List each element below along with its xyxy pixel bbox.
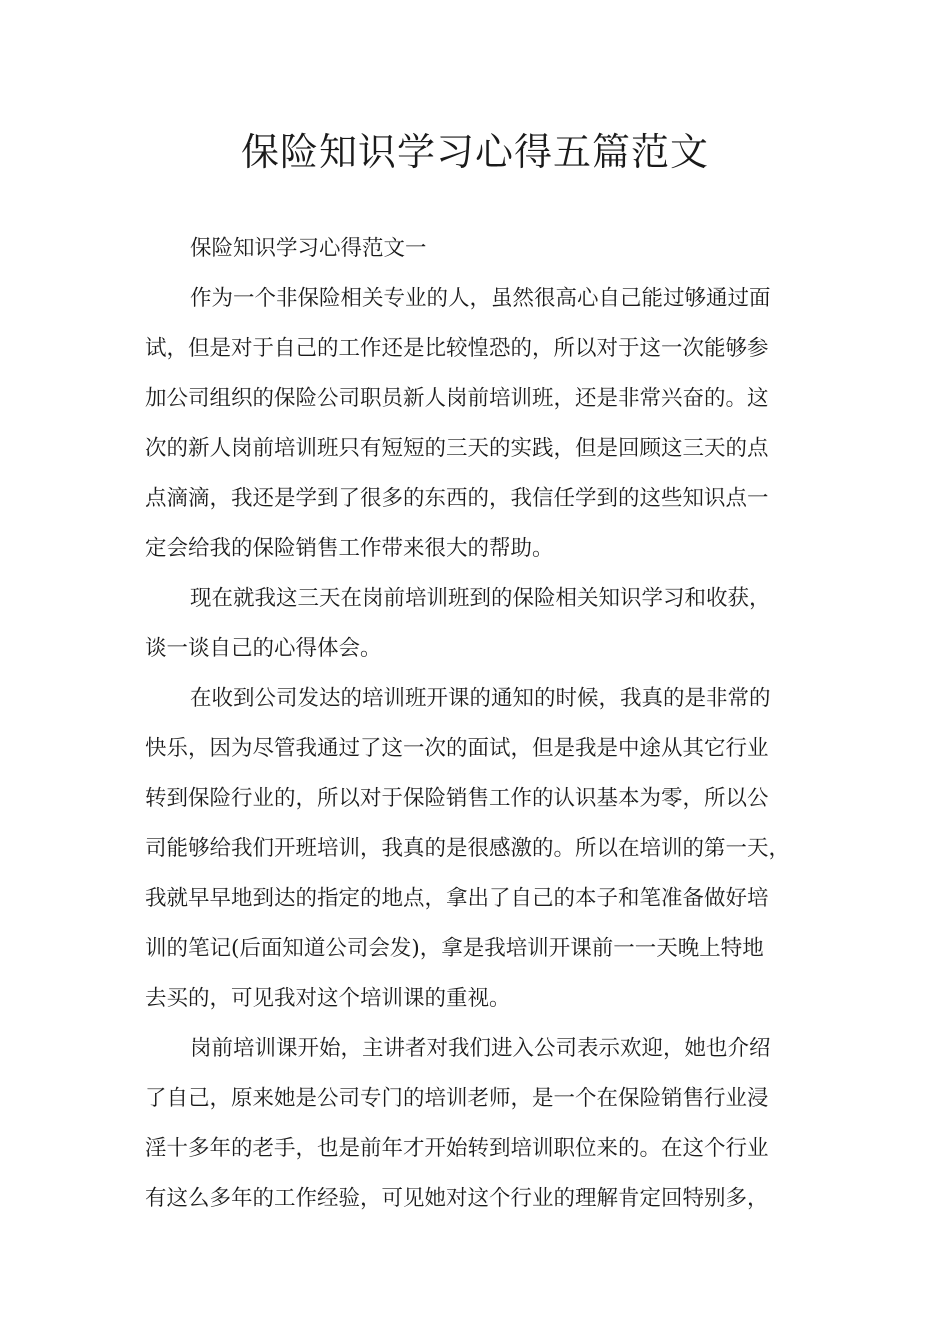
text-line: 去买的，可见我对这个培训课的重视。 bbox=[145, 986, 511, 1011]
text-line: 岗前培训课开始，主讲者对我们进入公司表示欢迎，她也介绍 bbox=[190, 1036, 771, 1061]
text-line: 现在就我这三天在岗前培训班到的保险相关知识学习和收获， bbox=[190, 586, 771, 611]
text-line: 司能够给我们开班培训，我真的是很感激的。所以在培训的第一天， bbox=[145, 836, 791, 861]
text-line: 了自己，原来她是公司专门的培训老师，是一个在保险销售行业浸 bbox=[145, 1086, 769, 1111]
text-line: 试，但是对于自己的工作还是比较惶恐的，所以对于这一次能够参 bbox=[145, 336, 769, 361]
text-line: 我就早早地到达的指定的地点，拿出了自己的本子和笔准备做好培 bbox=[145, 886, 769, 911]
document-title: 保险知识学习心得五篇范文 bbox=[240, 130, 709, 174]
text-line: 快乐，因为尽管我通过了这一次的面试，但是我是中途从其它行业 bbox=[145, 736, 769, 761]
text-line: 点滴滴，我还是学到了很多的东西的，我信任学到的这些知识点一 bbox=[145, 486, 769, 511]
document-body bbox=[145, 224, 810, 1224]
text-line: 淫十多年的老手，也是前年才开始转到培训职位来的。在这个行业 bbox=[145, 1136, 769, 1161]
text-line: 保险知识学习心得范文一 bbox=[190, 236, 427, 261]
text-line: 有这么多年的工作经验，可见她对这个行业的理解肯定回特别多， bbox=[145, 1186, 769, 1211]
text-line: 定会给我的保险销售工作带来很大的帮助。 bbox=[145, 536, 554, 561]
text-line: 转到保险行业的，所以对于保险销售工作的认识基本为零，所以公 bbox=[145, 786, 769, 811]
text-line: 训的笔记(后面知道公司会发)，拿是我培训开课前一一天晚上特地 bbox=[145, 936, 764, 961]
text-line: 在收到公司发达的培训班开课的通知的时候，我真的是非常的 bbox=[190, 686, 771, 711]
text-line: 加公司组织的保险公司职员新人岗前培训班，还是非常兴奋的。这 bbox=[145, 386, 769, 411]
text-line: 次的新人岗前培训班只有短短的三天的实践，但是回顾这三天的点 bbox=[145, 436, 769, 461]
text-line: 谈一谈自己的心得体会。 bbox=[145, 636, 382, 661]
text-line: 作为一个非保险相关专业的人，虽然很高心自己能过够通过面 bbox=[190, 286, 771, 311]
